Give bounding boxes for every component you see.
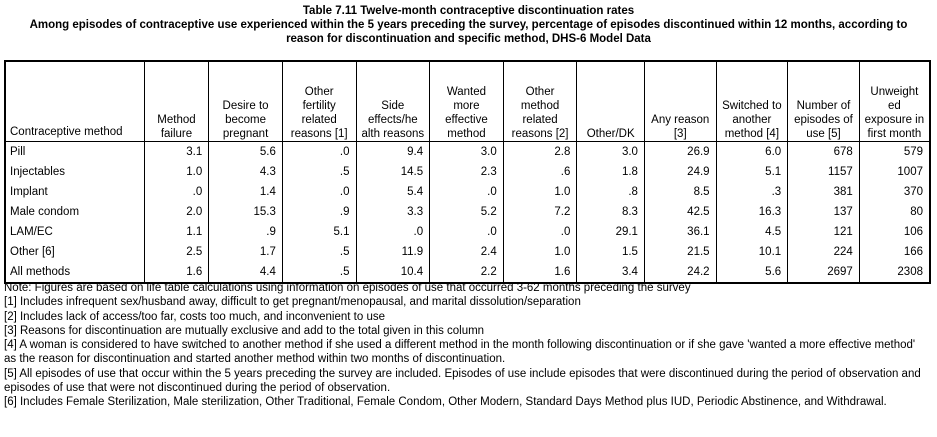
value-cell: 9.4 bbox=[356, 142, 430, 163]
footnote: [3] Reasons for discontinuation are mutually exclusive and add to the total given in this column bbox=[4, 324, 485, 337]
value-cell: .0 bbox=[282, 182, 356, 202]
value-cell: 1.0 bbox=[503, 182, 577, 202]
value-cell: 5.4 bbox=[356, 182, 430, 202]
method-label-cell: Pill bbox=[5, 142, 144, 163]
value-cell: 1.8 bbox=[577, 162, 645, 182]
table-row bbox=[5, 222, 930, 242]
value-cell: 42.5 bbox=[644, 202, 716, 222]
value-cell: .0 bbox=[503, 222, 577, 242]
value-cell: 6.0 bbox=[716, 142, 788, 163]
table-row bbox=[5, 182, 930, 202]
column-header: Side effects/he alth reasons bbox=[356, 61, 430, 142]
value-cell: 2.8 bbox=[503, 142, 577, 163]
value-cell: 4.3 bbox=[209, 162, 283, 182]
value-cell: .9 bbox=[209, 222, 283, 242]
value-cell: 2.0 bbox=[144, 202, 209, 222]
value-cell: 1.6 bbox=[144, 262, 209, 283]
value-cell: 36.1 bbox=[644, 222, 716, 242]
value-cell: .5 bbox=[282, 162, 356, 182]
value-cell: 2.4 bbox=[430, 242, 504, 262]
value-cell: .5 bbox=[282, 262, 356, 283]
title-line-2: Among episodes of contraceptive use experienced within the 5 years preceding the survey, percentage of episodes discontinued within 12 months, according to bbox=[29, 19, 908, 31]
value-cell: 106 bbox=[859, 222, 930, 242]
column-header: Wanted more effective method bbox=[430, 61, 504, 142]
value-cell: 2308 bbox=[859, 262, 930, 283]
value-cell: 21.5 bbox=[644, 242, 716, 262]
value-cell: 3.1 bbox=[144, 142, 209, 163]
value-cell: 2697 bbox=[788, 262, 860, 283]
table-row bbox=[5, 142, 930, 163]
value-cell: 8.5 bbox=[644, 182, 716, 202]
footnote: [4] A woman is considered to have switched to another method if she used a different method in the month following discontinuation or if she gave 'wanted a more effective method' as the reason for discontinuation and started another method within two months of discontinuation. bbox=[4, 339, 916, 366]
value-cell: 2.3 bbox=[430, 162, 504, 182]
method-label-cell: Implant bbox=[5, 182, 144, 202]
value-cell: 26.9 bbox=[644, 142, 716, 163]
method-label-cell: LAM/EC bbox=[5, 222, 144, 242]
value-cell: 1.4 bbox=[209, 182, 283, 202]
value-cell: 1.0 bbox=[144, 162, 209, 182]
column-header: Other fertility related reasons [1] bbox=[282, 61, 356, 142]
value-cell: 1.0 bbox=[503, 242, 577, 262]
value-cell: 80 bbox=[859, 202, 930, 222]
value-cell: 1.7 bbox=[209, 242, 283, 262]
table-row bbox=[5, 242, 930, 262]
column-header: Desire to become pregnant bbox=[209, 61, 283, 142]
value-cell: 1.6 bbox=[503, 262, 577, 283]
value-cell: 2.2 bbox=[430, 262, 504, 283]
column-header: Other/DK bbox=[577, 61, 645, 142]
method-label-cell: Injectables bbox=[5, 162, 144, 182]
column-header: Method failure bbox=[144, 61, 209, 142]
header-row bbox=[5, 61, 930, 142]
value-cell: 166 bbox=[859, 242, 930, 262]
table-header bbox=[5, 61, 930, 142]
value-cell: 579 bbox=[859, 142, 930, 163]
value-cell: 4.4 bbox=[209, 262, 283, 283]
value-cell: 121 bbox=[788, 222, 860, 242]
title-line-3: reason for discontinuation and specific method, DHS-6 Model Data bbox=[286, 33, 651, 45]
value-cell: 16.3 bbox=[716, 202, 788, 222]
footnote: [1] Includes infrequent sex/husband away, difficult to get pregnant/menopausal, and marital dissolution/separation bbox=[4, 296, 581, 309]
value-cell: 3.0 bbox=[430, 142, 504, 163]
value-cell: 678 bbox=[788, 142, 860, 163]
value-cell: .8 bbox=[577, 182, 645, 202]
value-cell: 5.1 bbox=[716, 162, 788, 182]
value-cell: 370 bbox=[859, 182, 930, 202]
method-label-cell: Male condom bbox=[5, 202, 144, 222]
footnote: [2] Includes lack of access/too far, costs too much, and inconvenient to use bbox=[4, 310, 385, 323]
value-cell: 10.4 bbox=[356, 262, 430, 283]
table-row bbox=[5, 202, 930, 222]
value-cell: .0 bbox=[282, 142, 356, 163]
value-cell: 7.2 bbox=[503, 202, 577, 222]
value-cell: .0 bbox=[430, 182, 504, 202]
value-cell: 3.0 bbox=[577, 142, 645, 163]
column-header: Switched to another method [4] bbox=[716, 61, 788, 142]
footnote: [6] Includes Female Sterilization, Male sterilization, Other Traditional, Female Condom, Other Modern, Standard Days Method plus IUD, Periodic Abstinence, and Withdrawal. bbox=[4, 396, 887, 409]
value-cell: 1.1 bbox=[144, 222, 209, 242]
value-cell: 137 bbox=[788, 202, 860, 222]
value-cell: 14.5 bbox=[356, 162, 430, 182]
value-cell: 3.3 bbox=[356, 202, 430, 222]
table-row bbox=[5, 262, 930, 283]
table-notes bbox=[4, 281, 929, 410]
column-header: Other method related reasons [2] bbox=[503, 61, 577, 142]
footnote: [5] All episodes of use that occur within the 5 years preceding the survey are included. Episodes of use include episodes that were discontinued during the period of observation and episodes of use that were not discontinued during the period of observation. bbox=[4, 367, 921, 395]
column-header: Any reason [3] bbox=[644, 61, 716, 142]
value-cell: 3.4 bbox=[577, 262, 645, 283]
value-cell: 8.3 bbox=[577, 202, 645, 222]
footnote: Note: Figures are based on life table calculations using information on episodes of use that occurred 3-62 months preceding the survey bbox=[4, 282, 691, 294]
value-cell: 1157 bbox=[788, 162, 860, 182]
value-cell: 381 bbox=[788, 182, 860, 202]
value-cell: 1007 bbox=[859, 162, 930, 182]
value-cell: 2.5 bbox=[144, 242, 209, 262]
value-cell: 5.6 bbox=[716, 262, 788, 283]
table-row bbox=[5, 162, 930, 182]
value-cell: 29.1 bbox=[577, 222, 645, 242]
value-cell: 5.2 bbox=[430, 202, 504, 222]
value-cell: 10.1 bbox=[716, 242, 788, 262]
value-cell: 11.9 bbox=[356, 242, 430, 262]
column-header: Number of episodes of use [5] bbox=[788, 61, 860, 142]
table-body bbox=[5, 142, 930, 284]
discontinuation-table bbox=[4, 60, 931, 284]
value-cell: 5.6 bbox=[209, 142, 283, 163]
value-cell: 1.5 bbox=[577, 242, 645, 262]
value-cell: 4.5 bbox=[716, 222, 788, 242]
value-cell: .3 bbox=[716, 182, 788, 202]
value-cell: 15.3 bbox=[209, 202, 283, 222]
value-cell: .6 bbox=[503, 162, 577, 182]
title-line-1: Table 7.11 Twelve-month contraceptive discontinuation rates bbox=[302, 5, 635, 17]
value-cell: 24.2 bbox=[644, 262, 716, 283]
column-header: Contraceptive method bbox=[5, 61, 144, 142]
method-label-cell: All methods bbox=[5, 262, 144, 283]
table-title bbox=[0, 0, 937, 46]
value-cell: 224 bbox=[788, 242, 860, 262]
value-cell: .5 bbox=[282, 242, 356, 262]
value-cell: 5.1 bbox=[282, 222, 356, 242]
value-cell: .9 bbox=[282, 202, 356, 222]
value-cell: .0 bbox=[356, 222, 430, 242]
value-cell: .0 bbox=[144, 182, 209, 202]
column-header: Unweight ed exposure in first month bbox=[859, 61, 930, 142]
value-cell: .0 bbox=[430, 222, 504, 242]
value-cell: 24.9 bbox=[644, 162, 716, 182]
method-label-cell: Other [6] bbox=[5, 242, 144, 262]
